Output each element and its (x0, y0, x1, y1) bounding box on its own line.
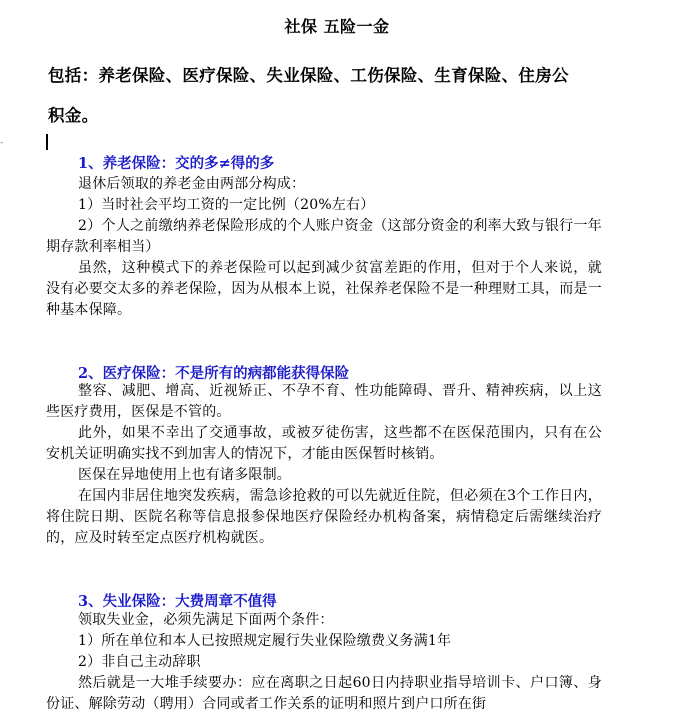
paragraph: 领取失业金，必须先满足下面两个条件： (78, 612, 334, 628)
section-body-unemployment (46, 610, 602, 715)
section-body-medical (46, 381, 602, 549)
paragraph: 整容、减肥、增高、近视矫正、不孕不育、性功能障碍、晋升、精神疾病，以上这些医疗费用，医保是不管的。 (46, 383, 602, 420)
section-heading-unemployment: 3、失业保险：大费周章不值得 (78, 593, 277, 610)
section-heading-pension: 1、养老保险：交的多≠得的多 (78, 155, 275, 172)
paragraph: 医保在异地使用上也有诸多限制。 (78, 467, 291, 483)
text-cursor[interactable] (46, 134, 48, 150)
includes-line-1: 包括：养老保险、医疗保险、失业保险、工伤保险、生育保险、住房公 (48, 66, 569, 85)
paragraph: 然后就是一大堆手续要办：应在离职之日起60日内持职业指导培训卡、户口簿、身份证、解除劳动（聘用）合同或者工作关系的证明和照片到户口所在街 (46, 675, 602, 712)
section-heading-medical: 2、医疗保险：不是所有的病都能获得保险 (78, 365, 350, 382)
paragraph: 2）个人之前缴纳养老保险形成的个人账户资金（这部分资金的利率大致与银行一年期存款利率相当） (46, 218, 602, 255)
includes-line-2: 积金。 (48, 106, 99, 125)
paragraph: 虽然，这种模式下的养老保险可以起到减少贫富差距的作用，但对于个人来说，就没有必要交太多的养老保险，因为从根本上说，社保养老保险不是一种理财工具，而是一种基本保障。 (46, 260, 602, 318)
paragraph: 2）非自己主动辞职 (78, 654, 201, 670)
includes-paragraph (48, 56, 634, 136)
section-body-pension (46, 174, 602, 321)
document-title: 社保 五险一金 (284, 17, 390, 36)
paragraph: 退休后领取的养老金由两部分构成： (78, 176, 306, 192)
paragraph: 1）当时社会平均工资的一定比例（20%左右） (78, 197, 375, 213)
paragraph: 在国内非居住地突发疾病，需急诊抢救的可以先就近住院，但必须在3个工作日内，将住院日期、医院名称等信息报参保地医疗保险经办机构备案，病情稳定后需继续治疗的，应及时转至定点医疗机构就医。 (46, 488, 602, 546)
margin-marker: - (0, 138, 4, 148)
paragraph: 1）所在单位和本人已按照规定履行失业保险缴费义务满1年 (78, 633, 452, 649)
paragraph: 此外，如果不幸出了交通事故，或被歹徒伤害，这些都不在医保范围内，只有在公安机关证明确实找不到加害人的情况下，才能由医保暂时核销。 (46, 425, 602, 462)
